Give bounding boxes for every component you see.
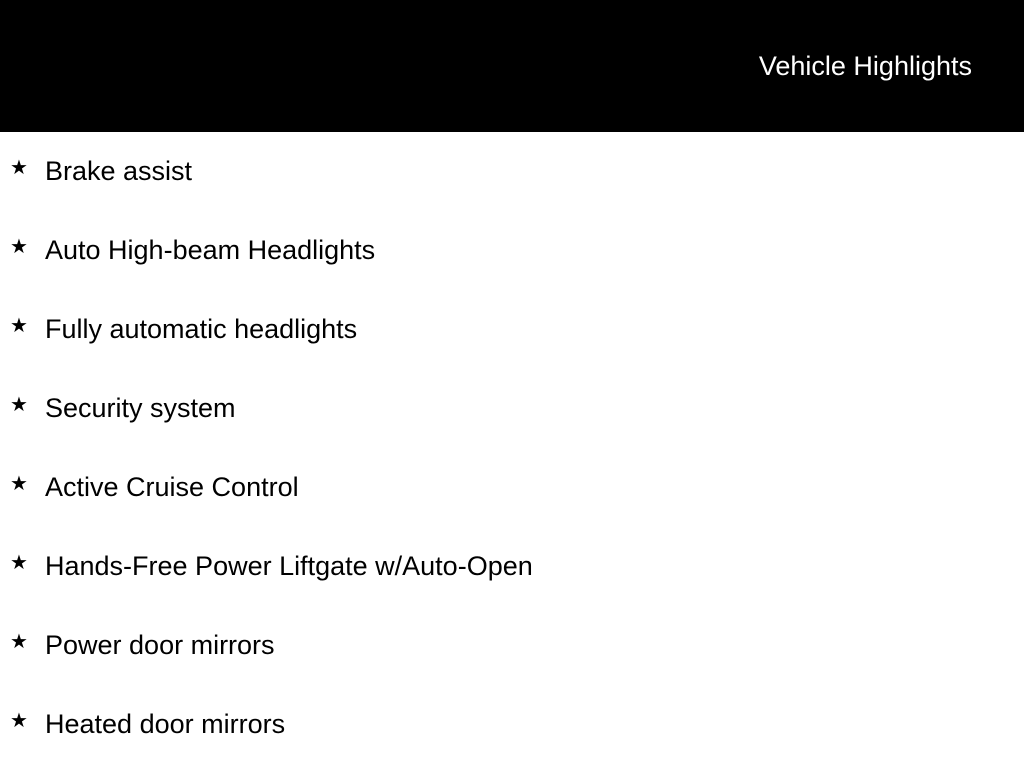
highlights-list (0, 132, 1024, 764)
highlight-label: Active Cruise Control (45, 472, 299, 502)
highlight-label: Fully automatic headlights (45, 314, 358, 344)
list-item (0, 527, 1024, 606)
star-icon: ★ (10, 473, 28, 495)
star-icon: ★ (10, 236, 28, 258)
highlight-label: Security system (45, 393, 236, 423)
highlight-label: Hands-Free Power Liftgate w/Auto-Open (45, 551, 533, 581)
star-icon: ★ (10, 631, 28, 653)
page-title: Vehicle Highlights (758, 51, 972, 81)
list-item (0, 211, 1024, 290)
list-item (0, 606, 1024, 685)
list-item (0, 448, 1024, 527)
list-item (0, 290, 1024, 369)
star-icon: ★ (10, 394, 28, 416)
star-icon: ★ (10, 552, 28, 574)
list-item (0, 685, 1024, 764)
highlight-label: Power door mirrors (45, 630, 275, 660)
header-bar (0, 0, 1024, 132)
list-item (0, 369, 1024, 448)
star-icon: ★ (10, 157, 28, 179)
star-icon: ★ (10, 710, 28, 732)
highlight-label: Auto High-beam Headlights (45, 235, 376, 265)
highlight-label: Brake assist (45, 156, 193, 186)
star-icon: ★ (10, 315, 28, 337)
list-item (0, 132, 1024, 211)
highlight-label: Heated door mirrors (45, 709, 286, 739)
